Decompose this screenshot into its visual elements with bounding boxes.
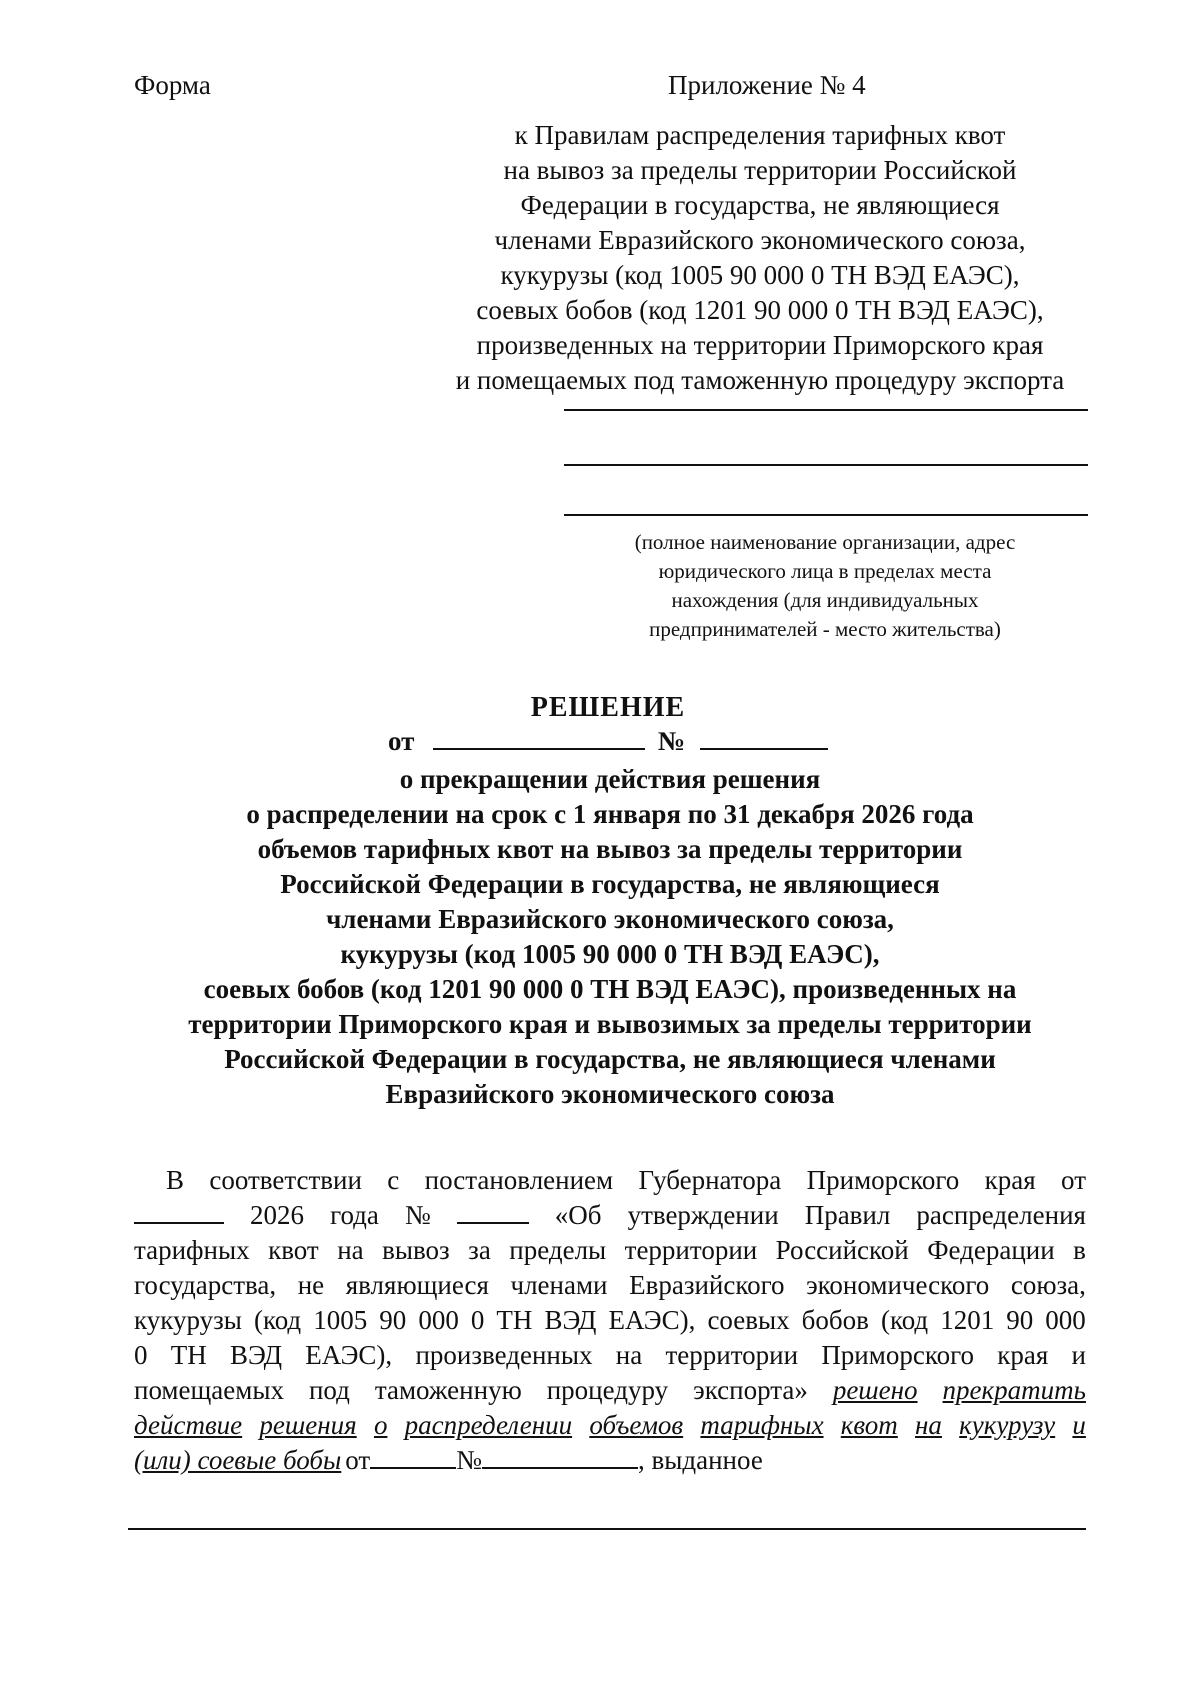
body-word: Приморского bbox=[821, 1340, 974, 1370]
body-word: утверждении bbox=[627, 1200, 779, 1230]
body-word: В bbox=[166, 1165, 185, 1195]
emphasis-word: действие bbox=[134, 1410, 243, 1440]
body-word: соевых bbox=[707, 1305, 790, 1335]
appendix-line: произведенных на территории Приморского края bbox=[476, 330, 1044, 360]
number-blank bbox=[700, 726, 828, 750]
body-word: 1201 bbox=[940, 1305, 995, 1335]
subject-line: соевых бобов (код 1201 90 000 0 ТН ВЭД ЕАЭС), произведенных на bbox=[203, 974, 1017, 1004]
decision-subject bbox=[140, 762, 1080, 1112]
appendix-line: Федерации в государства, не являющиеся bbox=[520, 190, 1000, 220]
body-line bbox=[134, 1443, 1086, 1478]
body-word: края bbox=[997, 1340, 1049, 1370]
body-word: Российской bbox=[775, 1235, 909, 1265]
body-word: на bbox=[337, 1235, 364, 1265]
subject-line: Российской Федерации в государства, не являющиеся членами bbox=[224, 1044, 996, 1074]
body-word: территории bbox=[624, 1235, 758, 1265]
body-word: ТН bbox=[496, 1305, 533, 1335]
body-line bbox=[134, 1163, 1086, 1198]
caption-line: юридического лица в пределах места bbox=[658, 559, 992, 583]
body-word: «Об bbox=[554, 1200, 602, 1230]
body-word: 0 bbox=[470, 1305, 485, 1335]
body-word: от bbox=[1061, 1165, 1086, 1195]
body-word: 000 bbox=[1045, 1305, 1086, 1335]
body-word: и bbox=[1071, 1340, 1086, 1370]
decision-date-number bbox=[388, 726, 828, 757]
emphasis-word: и bbox=[1072, 1410, 1086, 1440]
appendix-reference bbox=[420, 118, 1100, 398]
body-word: № bbox=[456, 1445, 482, 1475]
body-word: с bbox=[387, 1165, 400, 1195]
body-word: экспорта» bbox=[693, 1375, 808, 1405]
appendix-line: на вывоз за пределы территории Российской bbox=[503, 155, 1017, 185]
body-word: Приморского bbox=[806, 1165, 960, 1195]
body-word: экономического bbox=[806, 1270, 990, 1300]
body-word: года bbox=[330, 1200, 379, 1230]
from-label: от bbox=[388, 726, 415, 756]
emphasis-word: решения bbox=[259, 1410, 357, 1440]
body-word: государства, bbox=[134, 1270, 277, 1300]
number-label: № bbox=[657, 726, 686, 756]
date-blank bbox=[370, 1443, 456, 1469]
emphasis-word: квот bbox=[840, 1410, 898, 1440]
appendix-line: членами Евразийского экономического союза, bbox=[494, 225, 1026, 255]
appendix-line: кукурузы (код 1005 90 000 0 ТН ВЭД ЕАЭС), bbox=[500, 260, 1020, 290]
emphasis-word: на bbox=[915, 1410, 942, 1440]
body-word: вывоз bbox=[382, 1235, 450, 1265]
body-word: (код bbox=[880, 1305, 929, 1335]
body-word: распределения bbox=[916, 1200, 1086, 1230]
emphasis-word: кукурузу bbox=[959, 1410, 1056, 1440]
body-line bbox=[134, 1338, 1086, 1373]
body-word: за bbox=[468, 1235, 491, 1265]
recipient-fill-line bbox=[564, 409, 1088, 411]
body-word: территории bbox=[665, 1340, 799, 1370]
decision-body bbox=[134, 1163, 1086, 1478]
date-blank bbox=[433, 726, 645, 750]
signature-fill-line bbox=[128, 1528, 1086, 1530]
body-word: Евразийского bbox=[629, 1270, 785, 1300]
subject-line: о распределении на срок с 1 января по 31 декабря 2026 года bbox=[246, 799, 974, 829]
body-word: кукурузы bbox=[134, 1305, 242, 1335]
body-word: бобов bbox=[801, 1305, 869, 1335]
number-blank bbox=[457, 1198, 529, 1224]
body-word: края bbox=[984, 1165, 1036, 1195]
appendix-label: Приложение № 4 bbox=[668, 70, 866, 100]
body-word: от bbox=[345, 1445, 371, 1475]
date-blank bbox=[134, 1198, 224, 1224]
body-word: ВЭД bbox=[230, 1340, 283, 1370]
subject-line: о прекращении действия решения bbox=[399, 764, 821, 794]
body-word: на bbox=[615, 1340, 643, 1370]
body-word: Федерации bbox=[927, 1235, 1055, 1265]
body-word: квот bbox=[268, 1235, 319, 1265]
caption-line: предпринимателей - место жительства) bbox=[649, 617, 1001, 641]
emphasis-word: о bbox=[373, 1410, 388, 1440]
appendix-line: и помещаемых под таможенную процедуру экспорта bbox=[455, 365, 1065, 395]
body-line bbox=[134, 1303, 1086, 1338]
body-word: пределы bbox=[509, 1235, 607, 1265]
body-word: соответствии bbox=[209, 1165, 362, 1195]
body-word: тарифных bbox=[134, 1235, 250, 1265]
subject-line: Евразийского экономического союза bbox=[385, 1079, 835, 1109]
appendix-line: к Правилам распределения тарифных квот bbox=[514, 120, 1006, 150]
body-word: ЕАЭС), bbox=[305, 1340, 393, 1370]
subject-line: территории Приморского края и вывозимых за пределы территории bbox=[188, 1009, 1032, 1039]
body-line bbox=[134, 1268, 1086, 1303]
body-word: ВЭД bbox=[544, 1305, 597, 1335]
body-word: № bbox=[404, 1200, 431, 1230]
number-blank bbox=[482, 1443, 638, 1469]
body-word: членами bbox=[510, 1270, 608, 1300]
appendix-line: соевых бобов (код 1201 90 000 0 ТН ВЭД ЕАЭС), bbox=[476, 295, 1044, 325]
body-word: Губернатора bbox=[638, 1165, 782, 1195]
caption-line: нахождения (для индивидуальных bbox=[671, 588, 979, 612]
body-word: постановлением bbox=[424, 1165, 614, 1195]
body-line bbox=[134, 1198, 1086, 1233]
emphasis-phrase: (или) соевые бобы bbox=[134, 1445, 342, 1475]
emphasis-word: распределении bbox=[404, 1410, 573, 1440]
body-word: Правил bbox=[804, 1200, 891, 1230]
recipient-fill-line bbox=[564, 514, 1088, 516]
body-line bbox=[134, 1373, 1086, 1408]
subject-line: Российской Федерации в государства, не являющиеся bbox=[280, 869, 940, 899]
recipient-caption bbox=[560, 528, 1090, 644]
body-word: ТН bbox=[170, 1340, 207, 1370]
subject-line: кукурузы (код 1005 90 000 0 ТН ВЭД ЕАЭС), bbox=[340, 939, 880, 969]
emphasis-word: прекратить bbox=[942, 1375, 1086, 1405]
body-word: 1005 bbox=[313, 1305, 368, 1335]
body-word: 90 bbox=[1006, 1305, 1034, 1335]
caption-line: (полное наименование организации, адрес bbox=[634, 530, 1016, 554]
body-word: союза, bbox=[1010, 1270, 1086, 1300]
emphasis-word: объемов bbox=[589, 1410, 684, 1440]
form-label: Форма bbox=[134, 70, 211, 100]
body-word: 2026 bbox=[250, 1200, 305, 1230]
body-line bbox=[134, 1408, 1086, 1443]
body-word: 000 bbox=[418, 1305, 459, 1335]
body-word: 90 bbox=[379, 1305, 407, 1335]
body-word: (код bbox=[253, 1305, 302, 1335]
body-word: 0 bbox=[134, 1340, 148, 1370]
recipient-fill-line bbox=[564, 464, 1088, 466]
emphasis-word: тарифных bbox=[700, 1410, 824, 1440]
body-word: являющиеся bbox=[345, 1270, 489, 1300]
body-word: ЕАЭС), bbox=[608, 1305, 696, 1335]
body-word: под bbox=[308, 1375, 350, 1405]
body-word: таможенную bbox=[374, 1375, 522, 1405]
body-word: , выданное bbox=[638, 1445, 763, 1475]
body-word: процедуру bbox=[546, 1375, 669, 1405]
body-word: не bbox=[297, 1270, 325, 1300]
body-word: помещаемых bbox=[134, 1375, 284, 1405]
body-word: в bbox=[1073, 1235, 1086, 1265]
subject-line: членами Евразийского экономического союза, bbox=[326, 904, 894, 934]
body-line bbox=[134, 1233, 1086, 1268]
body-word: произведенных bbox=[415, 1340, 593, 1370]
emphasis-word: решено bbox=[832, 1375, 918, 1405]
decision-title: РЕШЕНИЕ bbox=[530, 692, 686, 723]
subject-line: объемов тарифных квот на вывоз за пределы территории bbox=[257, 834, 963, 864]
